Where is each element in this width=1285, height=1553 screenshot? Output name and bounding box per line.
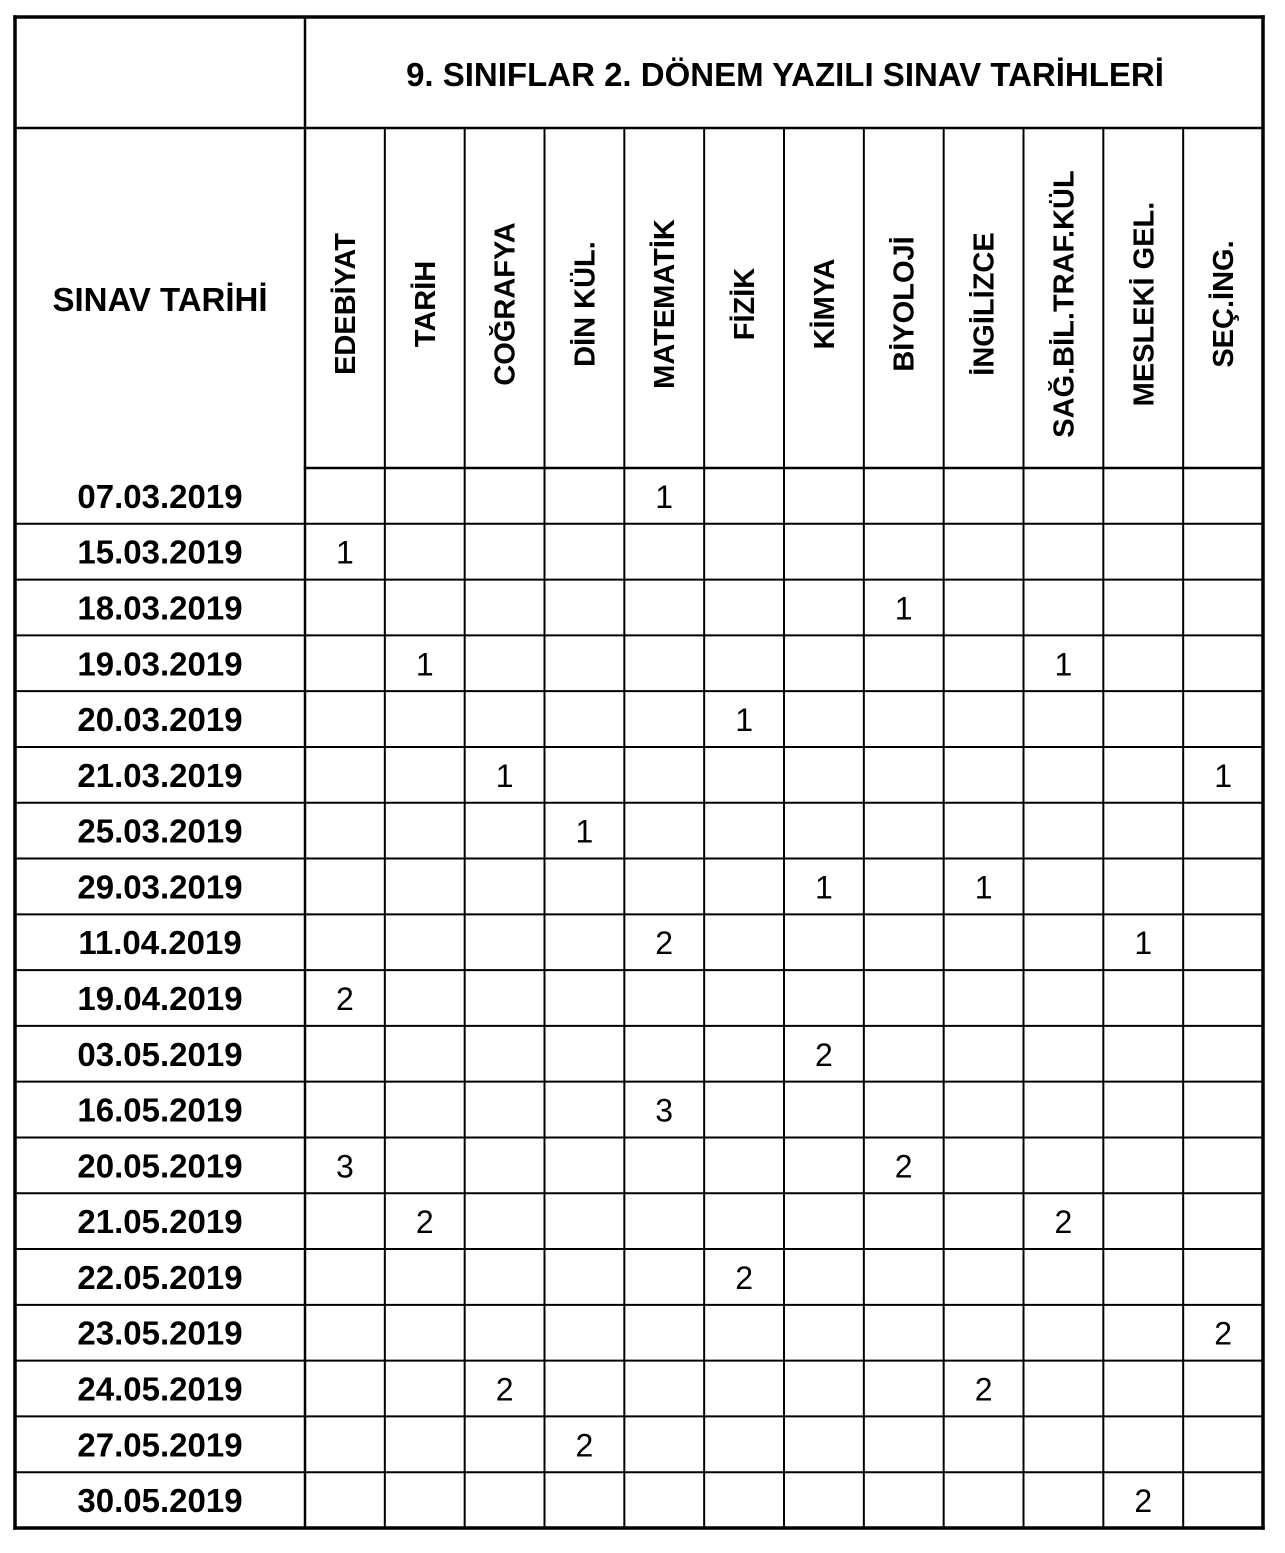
- exam-date: 22.05.2019: [77, 1258, 243, 1296]
- exam-date: 25.03.2019: [77, 812, 243, 850]
- exam-number-cell: 1: [735, 702, 753, 739]
- exam-date: 23.05.2019: [77, 1314, 243, 1352]
- subject-header: SAĞ.BİL.TRAF.KÜL: [1048, 170, 1081, 438]
- exam-number-cell: 2: [1054, 1204, 1073, 1241]
- table-row: [77, 534, 353, 571]
- exam-number-cell: 2: [336, 981, 354, 1017]
- exam-date: 18.03.2019: [77, 589, 243, 627]
- subject-header: FİZİK: [729, 267, 762, 341]
- exam-number-cell: 2: [1214, 1315, 1232, 1352]
- exam-number-cell: 2: [655, 925, 674, 962]
- exam-date: 20.05.2019: [77, 1147, 243, 1185]
- exam-number-cell: 2: [974, 1371, 993, 1408]
- exam-number-cell: 2: [894, 1148, 913, 1185]
- exam-number-cell: 2: [575, 1427, 594, 1464]
- subject-header: DİN KÜL.: [569, 241, 602, 367]
- subject-header: İNGİLİZCE: [968, 232, 1001, 376]
- exam-number-cell: 3: [336, 1148, 354, 1185]
- table-row: [77, 701, 753, 738]
- table-row: [77, 1482, 1152, 1519]
- exam-date: 20.03.2019: [77, 701, 243, 739]
- exam-date-header: SINAV TARİHİ: [52, 281, 268, 318]
- exam-date: 19.04.2019: [77, 980, 243, 1017]
- table-row: [77, 1036, 832, 1073]
- subject-header: MESLEKİ GEL.: [1128, 201, 1161, 407]
- exam-number-cell: 1: [1134, 925, 1153, 962]
- table-row: [77, 813, 593, 850]
- exam-number-cell: 2: [815, 1036, 833, 1073]
- exam-number-cell: 2: [1134, 1483, 1153, 1520]
- exam-number-cell: 1: [655, 478, 674, 515]
- table-row: [77, 757, 1232, 794]
- table-row: [77, 478, 673, 515]
- exam-date: 03.05.2019: [77, 1035, 243, 1073]
- subject-header: KİMYA: [808, 258, 841, 350]
- exam-date: 15.03.2019: [77, 533, 243, 571]
- subject-header: BİYOLOJİ: [888, 236, 921, 372]
- table-row: [77, 1259, 753, 1296]
- exam-number-cell: 1: [415, 646, 434, 683]
- exam-date: 07.03.2019: [77, 477, 243, 515]
- table-row: [77, 1371, 992, 1408]
- schedule-title: 9. SINIFLAR 2. DÖNEM YAZILI SINAV TARİHLERİ: [406, 56, 1164, 93]
- table-row: [77, 1147, 912, 1184]
- table-row: [77, 1315, 1232, 1352]
- table-row: [77, 1203, 1072, 1240]
- exam-number-cell: 1: [894, 590, 913, 627]
- exam-number-cell: 1: [1214, 757, 1232, 794]
- exam-number-cell: 3: [655, 1092, 674, 1129]
- table-row: [77, 645, 1072, 682]
- exam-number-cell: 1: [575, 813, 594, 850]
- subject-header: MATEMATİK: [649, 219, 682, 389]
- exam-date: 21.03.2019: [77, 756, 243, 794]
- subject-header: EDEBİYAT: [329, 233, 362, 375]
- exam-number-cell: 1: [815, 869, 833, 906]
- exam-date: 16.05.2019: [77, 1091, 243, 1129]
- subject-header: SEÇ.İNG.: [1208, 240, 1241, 368]
- table-row: [77, 1092, 673, 1129]
- subject-header: TARİH: [409, 260, 442, 348]
- exam-number-cell: 1: [1054, 646, 1073, 683]
- exam-date: 11.04.2019: [78, 924, 242, 962]
- table-row: [78, 924, 1152, 961]
- table-body: [77, 478, 1232, 1519]
- exam-date: 19.03.2019: [77, 645, 243, 683]
- table-row: [77, 868, 992, 905]
- exam-number-cell: 1: [974, 869, 993, 906]
- exam-date: 30.05.2019: [77, 1482, 243, 1520]
- subject-header: COĞRAFYA: [489, 222, 522, 386]
- exam-number-cell: 2: [735, 1259, 753, 1296]
- exam-number-cell: 2: [415, 1204, 434, 1241]
- table-row: [77, 1426, 593, 1463]
- exam-date: 29.03.2019: [77, 868, 243, 906]
- table-row: [77, 980, 353, 1017]
- exam-date: 21.05.2019: [77, 1203, 243, 1241]
- exam-date: 27.05.2019: [77, 1426, 243, 1464]
- exam-date: 24.05.2019: [77, 1370, 243, 1408]
- exam-number-cell: 2: [495, 1371, 514, 1408]
- exam-number-cell: 1: [495, 757, 514, 794]
- exam-number-cell: 1: [336, 534, 354, 571]
- table-row: [77, 590, 912, 627]
